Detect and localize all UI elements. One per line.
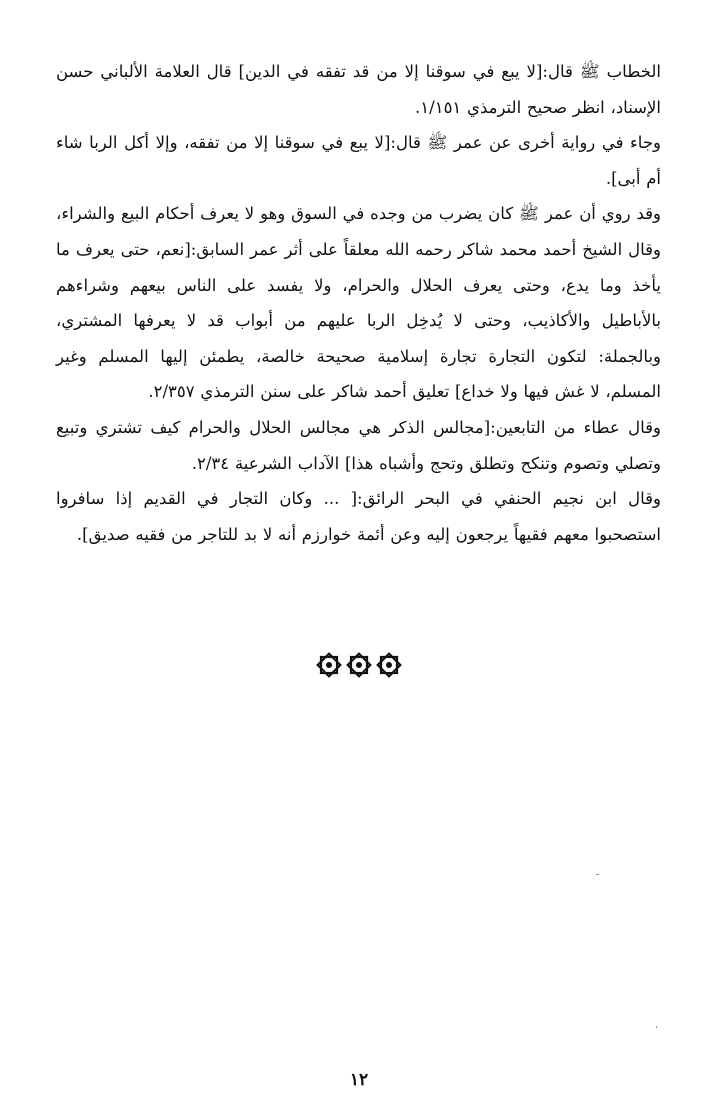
paragraph-5: وقال ابن نجيم الحنفي في البحر الرائق:[ ... وكان التجار في القديم إذا سافروا استصحبوا معهم فقيهاً يرجعون إليه وعن أئمة خوارزم أنه لا بد للتاجر من فقيه صديق]. bbox=[56, 489, 661, 544]
star-ornament-icon bbox=[315, 651, 343, 679]
paragraph-4: وقال عطاء من التابعين:[مجالس الذكر هي مجالس الحلال والحرام كيف تشتري وتبيع وتصلي وتصوم وتنكح وتطلق وتحج وأشباه هذا] الآداب الشرعية ٢/٣٤. bbox=[56, 417, 661, 473]
star-ornament-icon bbox=[345, 651, 373, 679]
paragraph-1: الخطاب ﷺ قال:[لا يبع في سوقنا إلا من قد تفقه في الدين] قال العلامة الألباني حسن الإسناد، انظر صحيح الترمذي ١/١٥١. bbox=[56, 62, 661, 117]
body-text bbox=[56, 54, 661, 552]
scan-speck bbox=[596, 874, 599, 875]
scan-speck bbox=[656, 1026, 657, 1028]
paragraph-2: وجاء في رواية أخرى عن عمر ﷺ قال:[لا يبع في سوقنا إلا من تفقه، وإلا أكل الربا شاء أم أبى]. bbox=[56, 133, 661, 188]
paragraph-3: وقد روي أن عمر ﷺ كان يضرب من وجده في السوق وهو لا يعرف أحكام البيع والشراء، وقال الشيخ أحمد محمد شاكر رحمه الله معلقاً على أثر عمر السابق:[نعم، حتى يعرف ما يأخذ وما يدع، وحتى يعرف الحلال والحرام، ولا يفسد على الناس بيعهم وشراءهم بالأباطيل والأكاذيب، وحتى لا يُدخِل الربا عليهم من أبواب قد لا يعرفها المشتري، وبالجملة: لتكون التجارة تجارة إسلامية صحيحة خالصة، يطمئن إليها المسلم وغير المسلم، لا غش فيها ولا خداع] تعليق أحمد شاكر على سنن الترمذي ٢/٣٥٧. bbox=[56, 204, 661, 402]
page-number: ١٢ bbox=[349, 1070, 369, 1090]
star-ornament-icon bbox=[375, 651, 403, 679]
section-divider-ornament bbox=[0, 648, 718, 682]
